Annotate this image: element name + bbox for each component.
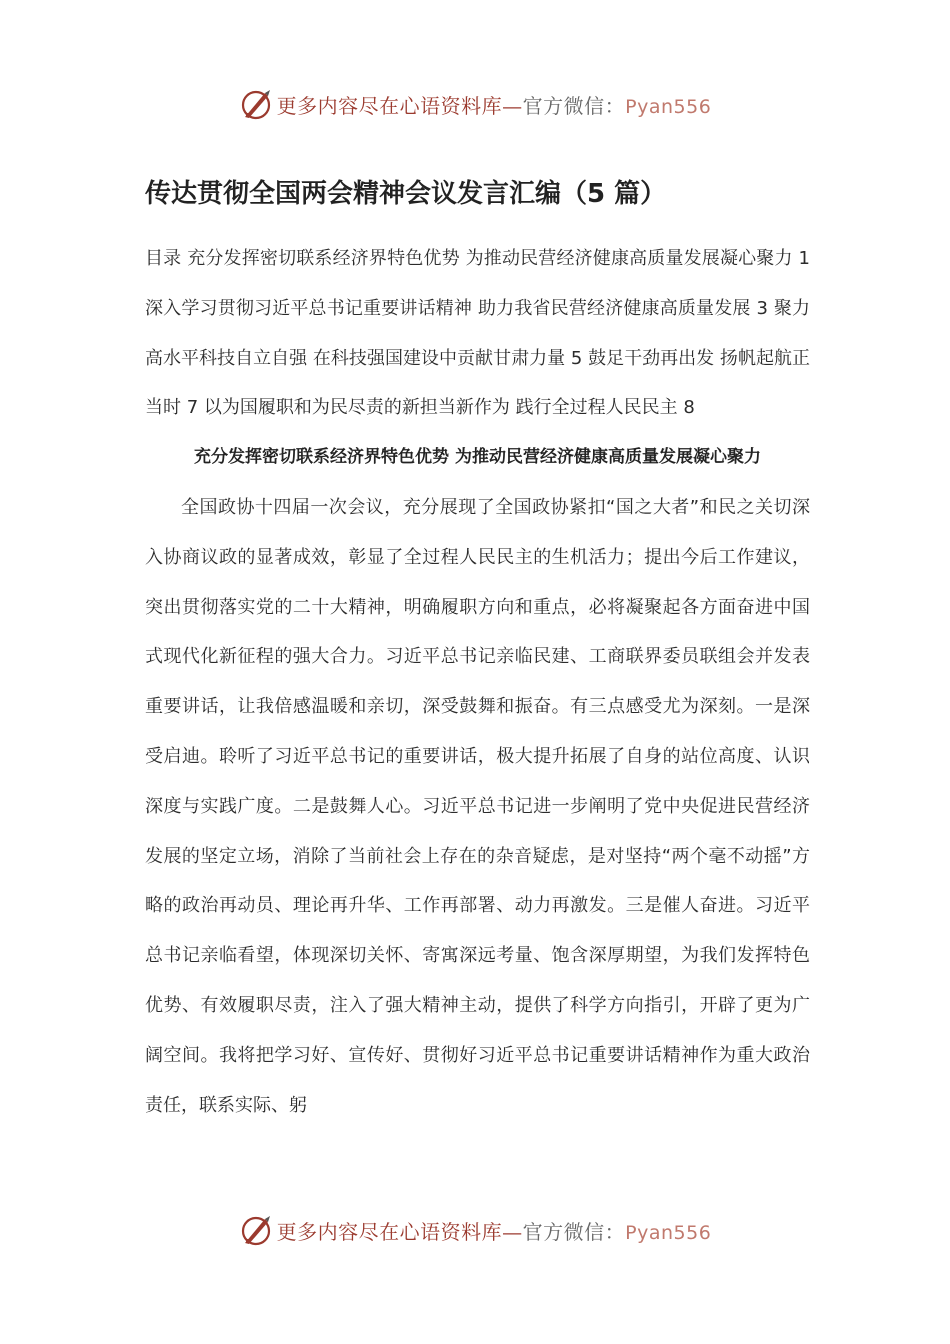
footer-banner [0,1208,950,1252]
banner-dash: — [502,1219,523,1244]
quill-pen-logo-icon [239,1213,273,1247]
document-body [145,168,810,1130]
quill-pen-logo-icon [239,87,273,121]
banner-label: 官方微信： [522,93,626,118]
banner-wechat-id: Pyan556 [625,1221,712,1244]
banner-lead: 更多内容尽在心语资料库 [276,1219,503,1244]
banner-text [277,1216,712,1245]
banner-wechat-id: Pyan556 [625,95,712,118]
table-of-contents: 目录 充分发挥密切联系经济界特色优势 为推动民营经济健康高质量发展凝心聚力 1 深入学习贯彻习近平总书记重要讲话精神 助力我省民营经济健康高质量发展 3 聚力高水平科技自立自强 在科技强国建设中贡献甘肃力量 5 鼓足干劲再出发 扬帆起航正当时 7 以为国履职和为民尽责的新担当新作为 践行全过程人民民主 8 [145,248,810,419]
banner-label: 官方微信： [522,1219,626,1244]
header-banner [0,82,950,126]
document-title: 传达贯彻全国两会精神会议发言汇编（5 篇） [145,179,667,209]
body-paragraph: 全国政协十四届一次会议，充分展现了全国政协紧扣“国之大者”和民之关切深入协商议政的显著成效，彰显了全过程人民民主的生机活力；提出今后工作建议，突出贯彻落实党的二十大精神，明确履职方向和重点，必将凝聚起各方面奋进中国式现代化新征程的强大合力。习近平总书记亲临民建、工商联界委员联组会并发表重要讲话，让我倍感温暖和亲切，深受鼓舞和振奋。有三点感受尤为深刻。一是深受启迪。聆听了习近平总书记的重要讲话，极大提升拓展了自身的站位高度、认识深度与实践广度。二是鼓舞人心。习近平总书记进一步阐明了党中央促进民营经济发展的坚定立场，消除了当前社会上存在的杂音疑虑，是对坚持“两个毫不动摇”方略的政治再动员、理论再升华、工作再部署、动力再激发。三是催人奋进。习近平总书记亲临看望，体现深切关怀、寄寓深远考量、饱含深厚期望，为我们发挥特色优势、有效履职尽责，注入了强大精神主动，提供了科学方向指引，开辟了更为广阔空间。我将把学习好、宣传好、贯彻好习近平总书记重要讲话精神作为重大政治责任，联系实际、躬 [145,496,810,1116]
banner-dash: — [502,93,523,118]
banner-lead: 更多内容尽在心语资料库 [276,93,503,118]
section-heading: 充分发挥密切联系经济界特色优势 为推动民营经济健康高质量发展凝心聚力 [194,447,761,468]
banner-text [277,90,712,119]
